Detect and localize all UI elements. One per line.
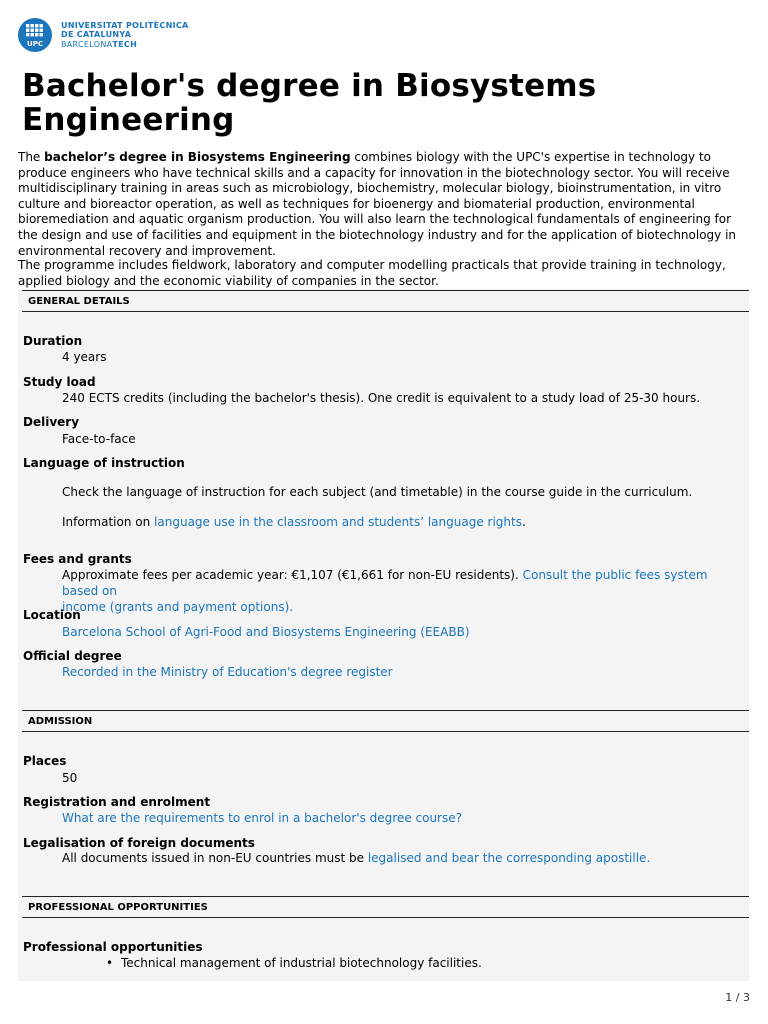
delivery-value: Face-to-face xyxy=(62,432,136,446)
location-value xyxy=(62,624,742,640)
page-title: Bachelor's degree in Biosystems Engineering xyxy=(22,68,597,138)
studyload-value: 240 ECTS credits (including the bachelor's thesis). One credit is equivalent to a study load of 25-30 hours. xyxy=(62,391,701,405)
fees-link-line-1: Consult the public fees system based on xyxy=(62,568,708,598)
upc-logo xyxy=(18,18,189,52)
section-header-general: GENERAL DETAILS xyxy=(22,290,749,312)
delivery-label: Delivery xyxy=(23,415,80,429)
logo-wordmark xyxy=(61,21,189,50)
professional-label: Professional opportunities xyxy=(23,940,203,954)
legalisation-label: Legalisation of foreign documents xyxy=(23,836,255,850)
intro-bold: bachelor’s degree in Biosystems Engineering xyxy=(44,150,351,164)
logo-line-1: UNIVERSITAT POLITÈCNICA xyxy=(61,20,189,30)
language-value-2 xyxy=(62,514,742,530)
registration-label: Registration and enrolment xyxy=(23,795,211,809)
official-degree-label: Official degree xyxy=(23,649,122,663)
degree-register-link[interactable]: Recorded in the Ministry of Education's degree register xyxy=(62,665,393,679)
section-header-professional: PROFESSIONAL OPPORTUNITIES xyxy=(22,896,749,918)
location-link[interactable]: Barcelona School of Agri-Food and Biosystems Engineering (EEABB) xyxy=(62,625,470,639)
intro-lead: The xyxy=(18,150,45,164)
language-label: Language of instruction xyxy=(23,456,185,470)
official-degree-value xyxy=(62,664,742,680)
places-label: Places xyxy=(23,754,67,768)
language-end: . xyxy=(521,515,526,529)
intro-paragraph xyxy=(18,150,748,259)
fees-value xyxy=(62,567,742,615)
logo-line-3a: BARCELONA xyxy=(61,39,113,49)
logo-line-3b: TECH xyxy=(112,39,138,49)
section-header-admission: ADMISSION xyxy=(22,710,749,732)
duration-label: Duration xyxy=(23,334,83,348)
logo-badge-text: UPC xyxy=(27,40,43,48)
list-item xyxy=(106,956,482,971)
logo-line-2: DE CATALUNYA xyxy=(61,30,132,40)
legalisation-value xyxy=(62,850,742,866)
duration-value: 4 years xyxy=(62,350,107,364)
registration-value xyxy=(62,810,742,826)
apostille-link[interactable]: legalised and bear the corresponding apostille. xyxy=(367,851,651,865)
logo-line-3 xyxy=(61,40,189,50)
bullet-icon: • xyxy=(106,956,114,970)
intro-rest: combines biology with the UPC's expertise in technology to produce engineers who have technical skills and a capacity for innovation in the biotechnology sector. You will receive multidisciplinary training in areas such as microbiology, biochemistry, molecular biology, bioinstrumentation, in vitro culture and bioreactor operation, as well as techniques for bioenergy and biomaterial production, environmental bioremediation and aquatic organism production. You will also learn the technological fundamentals of engineering for the design and use of facilities and equipment in the biotechnology industry and for the application of biotechnology in environmental recovery and improvement. xyxy=(18,150,737,258)
location-label: Location xyxy=(23,608,81,622)
page-number: 1 / 3 xyxy=(725,991,750,1004)
upc-emblem-icon xyxy=(18,18,52,52)
language-rights-link[interactable]: language use in the classroom and students’ language rights xyxy=(154,515,522,529)
fees-link-line-2: income (grants and payment options). xyxy=(62,600,294,614)
legalisation-text: All documents issued in non-EU countries must be xyxy=(62,851,368,865)
enrol-requirements-link[interactable]: What are the requirements to enrol in a bachelor's degree course? xyxy=(62,811,462,825)
fees-label: Fees and grants xyxy=(23,552,132,566)
places-value: 50 xyxy=(62,771,78,785)
language-lead: Information on xyxy=(62,515,155,529)
studyload-label: Study load xyxy=(23,375,96,389)
intro-paragraph-2: The programme includes fieldwork, laboratory and computer modelling practicals that provide training in technology, applied biology and the economic viability of companies in the sector. xyxy=(18,258,726,288)
language-value-1: Check the language of instruction for each subject (and timetable) in the course guide in the curriculum. xyxy=(62,485,693,499)
list-item-text: Technical management of industrial biotechnology facilities. xyxy=(121,956,482,970)
fees-text: Approximate fees per academic year: €1,107 (€1,661 for non-EU residents). xyxy=(62,568,523,582)
